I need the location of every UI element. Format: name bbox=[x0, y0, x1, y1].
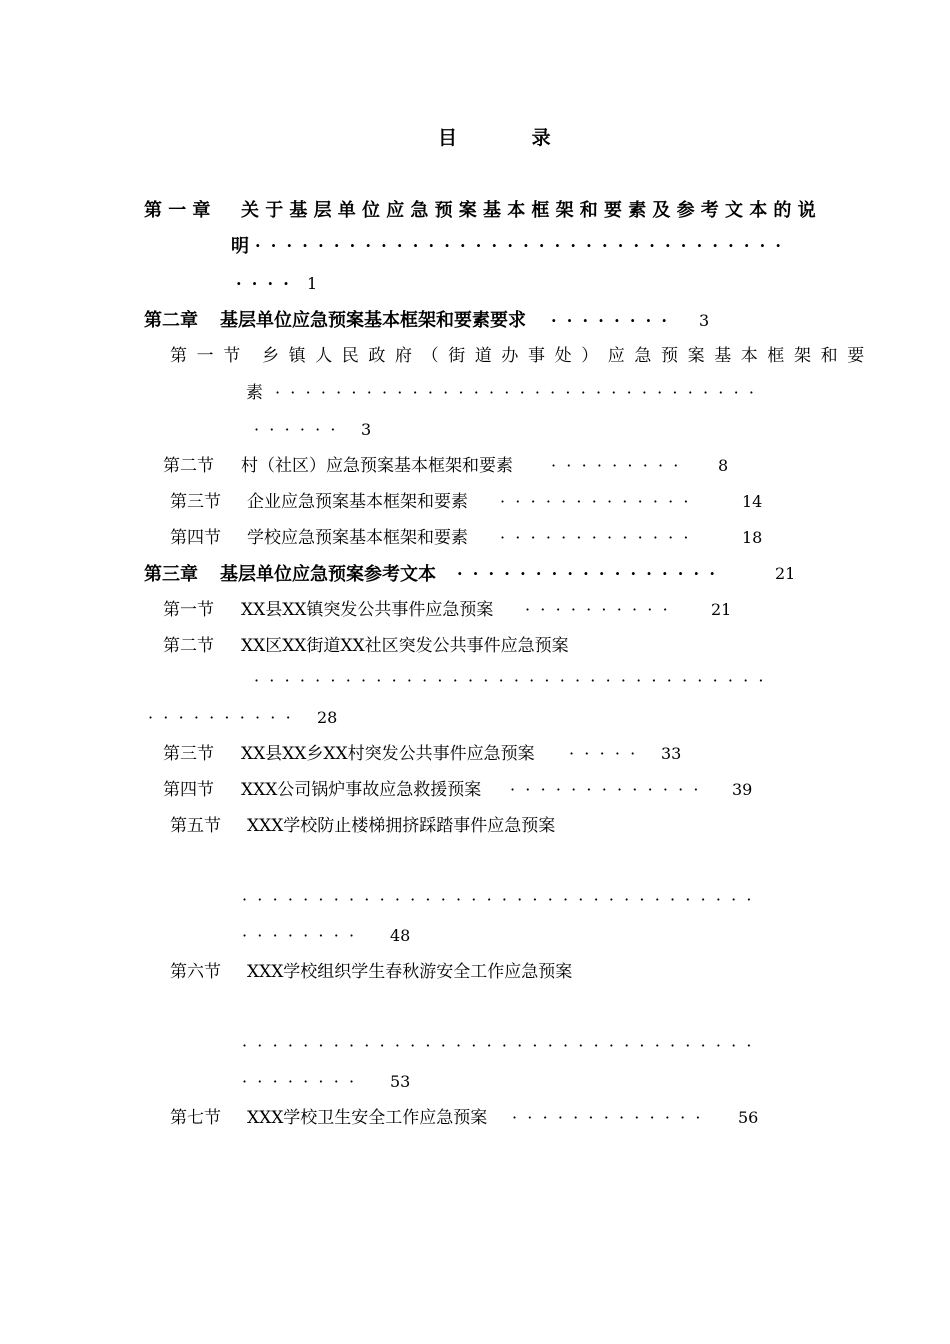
entry-title: XXX学校组织学生春秋游安全工作应急预案 bbox=[247, 962, 573, 982]
entry-label: 第一节 bbox=[163, 600, 214, 620]
page-number: 21 bbox=[711, 600, 732, 619]
dot-leader: ······ bbox=[254, 420, 346, 439]
dot-leader: ············· bbox=[500, 492, 699, 511]
entry-label: 第二节 bbox=[163, 636, 214, 656]
entry-label: 第六节 bbox=[170, 962, 221, 982]
page-number: 53 bbox=[390, 1072, 411, 1091]
page-number: 18 bbox=[742, 528, 763, 547]
dot-leader: ········ bbox=[242, 1072, 365, 1091]
page-number: 1 bbox=[307, 274, 318, 293]
entry-title-continued: 素 bbox=[246, 383, 263, 403]
dot-leader: ········ bbox=[242, 926, 365, 945]
page-number: 56 bbox=[738, 1108, 759, 1127]
dot-leader: ·········· bbox=[525, 600, 678, 619]
dot-leader: ············· bbox=[500, 528, 699, 547]
entry-label: 第三节 bbox=[170, 492, 221, 512]
entry-title: XXX学校卫生安全工作应急预案 bbox=[247, 1108, 488, 1128]
dot-leader: ················· bbox=[457, 564, 726, 583]
page-number: 48 bbox=[390, 926, 411, 945]
dot-leader: ·································· bbox=[254, 671, 774, 690]
entry-label: 第三章 bbox=[144, 564, 198, 585]
page-number: 3 bbox=[361, 420, 372, 439]
dot-leader: ································ bbox=[275, 383, 765, 402]
page-number: 39 bbox=[732, 780, 753, 799]
dot-leader: ············· bbox=[512, 1108, 711, 1127]
entry-title: 关于基层单位应急预案基本框架和要素及参考文本的说 bbox=[241, 200, 822, 221]
entry-label: 第四节 bbox=[163, 780, 214, 800]
entry-title: 基层单位应急预案参考文本 bbox=[220, 564, 436, 585]
dot-leader: ·································· bbox=[242, 890, 762, 909]
entry-title: 乡镇人民政府（街道办事处）应急预案基本框架和要 bbox=[262, 346, 874, 366]
entry-label: 第一节 bbox=[170, 346, 250, 366]
entry-label: 第一章 bbox=[144, 200, 217, 221]
dot-leader: ···· bbox=[236, 274, 300, 293]
dot-leader: ····· bbox=[569, 744, 646, 763]
page-number: 33 bbox=[661, 744, 682, 763]
page-number: 8 bbox=[718, 456, 729, 475]
entry-title: XX区XX街道XX社区突发公共事件应急预案 bbox=[241, 636, 569, 656]
entry-label: 第二节 bbox=[163, 456, 214, 476]
entry-title-continued: 明 bbox=[231, 236, 249, 257]
entry-label: 第二章 bbox=[144, 310, 198, 331]
entry-label: 第四节 bbox=[170, 528, 221, 548]
entry-label: 第七节 bbox=[170, 1108, 221, 1128]
entry-title: XXX公司锅炉事故应急救援预案 bbox=[241, 780, 482, 800]
page-title: 目 录 bbox=[438, 127, 585, 149]
entry-label: 第五节 bbox=[170, 816, 221, 836]
entry-label: 第三节 bbox=[163, 744, 214, 764]
dot-leader: ········· bbox=[551, 456, 689, 475]
entry-title: XX县XX乡XX村突发公共事件应急预案 bbox=[241, 744, 535, 764]
dot-leader: ·································· bbox=[255, 236, 792, 255]
page-number: 28 bbox=[317, 708, 338, 727]
entry-title: 村（社区）应急预案基本框架和要素 bbox=[241, 456, 513, 476]
entry-title: 基层单位应急预案基本框架和要素要求 bbox=[220, 310, 526, 331]
entry-title: XXX学校防止楼梯拥挤踩踏事件应急预案 bbox=[247, 816, 556, 836]
page-number: 21 bbox=[775, 564, 796, 583]
dot-leader: ············· bbox=[510, 780, 709, 799]
dot-leader: ·········· bbox=[148, 708, 301, 727]
dot-leader: ·································· bbox=[242, 1036, 762, 1055]
entry-title: 企业应急预案基本框架和要素 bbox=[247, 492, 468, 512]
dot-leader: ········ bbox=[551, 311, 678, 330]
page-number: 3 bbox=[699, 311, 710, 330]
page-number: 14 bbox=[742, 492, 763, 511]
entry-title: 学校应急预案基本框架和要素 bbox=[247, 528, 468, 548]
entry-title: XX县XX镇突发公共事件应急预案 bbox=[241, 600, 494, 620]
